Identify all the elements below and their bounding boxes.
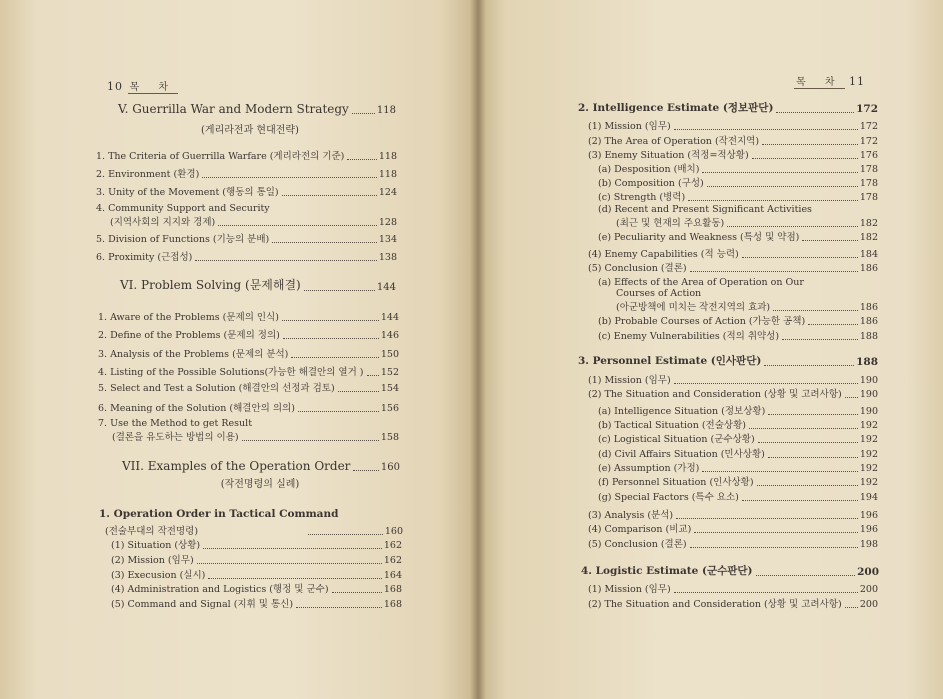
toc-entry-text: (4) Comparison (비교)	[588, 524, 692, 535]
toc-entry-text-cont: (지역사회의 지지와 경제)	[110, 217, 216, 228]
toc-entry-page: 192	[859, 449, 878, 460]
logistic-title: 4. Logistic Estimate (군수판단) 200	[581, 565, 879, 578]
toc-entry	[616, 299, 878, 313]
toc-entry-text: (5) Conclusion (결론)	[588, 539, 687, 550]
toc-entry-page: 198	[859, 539, 878, 550]
toc-entry-text: (2) The Area of Operation (작전지역)	[588, 136, 760, 147]
toc-entry-page: 196	[859, 510, 878, 521]
toc-entry-text-cont: (아군방책에 미치는 작전지역의 효과)	[616, 302, 771, 313]
left-page-number: 10	[107, 80, 123, 93]
toc-entry-page: 200	[859, 599, 878, 610]
toc-entry-page: 138	[378, 252, 397, 263]
toc-entry	[588, 536, 878, 550]
toc-entry	[110, 214, 397, 228]
toc-entry	[111, 581, 402, 595]
toc-entry-text-cont: (결론을 유도하는 방법의 이용)	[112, 432, 239, 443]
toc-entry	[598, 474, 878, 488]
toc-entry-text: (d) Recent and Present Significant Activities	[598, 204, 812, 215]
section-vii-title: VII. Examples of the Operation Order 160	[122, 459, 400, 473]
toc-entry-text: (a) Intelligence Situation (정보상황)	[598, 406, 766, 417]
toc-entry	[98, 346, 399, 360]
toc-entry	[598, 403, 878, 417]
toc-entry-page: 124	[378, 187, 397, 198]
toc-entry-text: 4. Community Support and Security	[96, 203, 270, 214]
toc-entry-page: 178	[859, 164, 878, 175]
toc-entry-text: (2) The Situation and Consideration (상황 및 고려사항)	[588, 389, 842, 400]
toc-entry	[588, 246, 878, 260]
toc-entry-text: (c) Strength (병력)	[598, 192, 686, 203]
toc-entry-page: 118	[378, 169, 397, 180]
section-v-title: V. Guerrilla War and Modern Strategy 118	[118, 102, 396, 116]
toc-entry	[96, 148, 397, 162]
toc-entry	[96, 166, 397, 180]
toc-entry	[598, 460, 878, 474]
toc-entry-page: 188	[859, 331, 878, 342]
toc-entry-text: (a) Desposition (배치)	[598, 164, 700, 175]
toc-entry-page: 144	[380, 312, 399, 323]
right-page-header-title: 목 차	[796, 77, 843, 88]
toc-entry-text: 3. Unity of the Movement (행동의 통일)	[96, 187, 279, 198]
toc-entry-page: 176	[859, 150, 878, 161]
toc-entry	[98, 309, 399, 323]
toc-entry-page: 192	[859, 463, 878, 474]
toc-entry	[588, 386, 878, 400]
toc-entry-text: (b) Tactical Situation (전술상황)	[598, 420, 746, 431]
toc-entry	[616, 215, 878, 229]
toc-entry-text: (3) Analysis (분석)	[588, 510, 674, 521]
toc-entry	[98, 364, 399, 378]
toc-entry	[98, 400, 399, 414]
toc-entry-text: 2. Define of the Problems (문제의 정의)	[98, 330, 280, 341]
toc-entry	[111, 596, 402, 610]
toc-entry-page: 182	[859, 218, 878, 229]
toc-entry-text: 1. Aware of the Problems (문제의 인식)	[98, 312, 279, 323]
section-v-subtitle: (게리라전과 현대전략)	[201, 125, 299, 136]
toc-entry-text: (c) Logistical Situation (군수상황)	[598, 434, 755, 445]
toc-entry-page: 162	[383, 555, 402, 566]
toc-entry-page: 162	[383, 540, 402, 551]
toc-entry	[598, 229, 878, 243]
toc-entry-page: 194	[859, 492, 878, 503]
toc-entry-text: (4) Enemy Capabilities (적 능력)	[588, 249, 739, 260]
toc-entry-text: (5) Conclusion (결론)	[588, 263, 687, 274]
toc-entry	[588, 507, 878, 521]
toc-entry-page: 186	[859, 302, 878, 313]
toc-entry-page: 168	[383, 584, 402, 595]
toc-entry-page: 192	[859, 477, 878, 488]
toc-entry-page: 190	[859, 375, 878, 386]
toc-entry	[98, 327, 399, 341]
toc-entry-text-cont: Courses of Action	[616, 288, 702, 299]
toc-entry-page: 146	[380, 330, 399, 341]
toc-entry-page: 164	[383, 570, 402, 581]
toc-entry-text: (d) Civil Affairs Situation (민사상황)	[598, 449, 765, 460]
toc-entry-text: (1) Mission (임무)	[588, 584, 671, 595]
toc-entry-page: 154	[380, 383, 399, 394]
toc-entry-text: 5. Division of Functions (기능의 분배)	[96, 234, 270, 245]
toc-entry-page: 186	[859, 263, 878, 274]
toc-entry	[588, 133, 878, 147]
toc-entry	[598, 328, 878, 342]
personnel-title: 3. Personnel Estimate (인사판단) 188	[578, 355, 878, 368]
toc-entry-page: 156	[380, 403, 399, 414]
toc-entry-text: (b) Probable Courses of Action (가능한 공책)	[598, 316, 806, 327]
toc-entry-page: 196	[859, 524, 878, 535]
toc-entry-text: 6. Proximity (근접성)	[96, 252, 193, 263]
toc-entry-text: (3) Execusion (실시)	[111, 570, 206, 581]
right-page-header	[794, 73, 865, 88]
toc-entry-text: 2. Environment (환경)	[96, 169, 200, 180]
toc-entry-page: 172	[859, 136, 878, 147]
toc-entry-text: (2) Mission (임무)	[111, 555, 194, 566]
section-vi-title: VI. Problem Solving (문제해결) 144	[120, 278, 396, 293]
toc-entry	[598, 313, 878, 327]
toc-entry	[588, 147, 878, 161]
toc-entry-page: 128	[378, 217, 397, 228]
toc-entry-text: (f) Personnel Situation (인사상황)	[598, 477, 754, 488]
toc-entry-text: 7. Use the Method to get Result	[98, 418, 253, 429]
toc-entry	[598, 161, 878, 175]
toc-entry	[98, 380, 399, 394]
toc-entry-page: 178	[859, 178, 878, 189]
toc-entry-page: 200	[859, 584, 878, 595]
toc-entry	[598, 431, 878, 445]
toc-entry	[588, 581, 878, 595]
toc-entry-text-cont: (최근 및 현재의 주요활동)	[616, 218, 725, 229]
toc-entry-page: 118	[378, 151, 397, 162]
toc-entry	[588, 372, 878, 386]
toc-entry-text: 6. Meaning of the Solution (해결안의 의의)	[98, 403, 295, 414]
toc-entry-text: (g) Special Factors (특수 요소)	[598, 492, 739, 503]
toc-entry	[598, 175, 878, 189]
op-order-row: (전술부대의 작전명령) 160	[105, 526, 403, 537]
book-gutter	[470, 0, 486, 699]
left-page-header	[107, 78, 178, 93]
toc-entry	[598, 417, 878, 431]
toc-entry	[588, 596, 878, 610]
toc-entry-text: 3. Analysis of the Problems (문제의 분석)	[98, 349, 289, 360]
toc-entry-page: 184	[859, 249, 878, 260]
toc-entry-text: (5) Command and Signal (지휘 및 통신)	[111, 599, 294, 610]
toc-entry-text: (c) Enemy Vulnerabilities (적의 취약성)	[598, 331, 780, 342]
toc-entry-text: 1. The Criteria of Guerrilla Warfare (게리라전의 기준)	[96, 151, 345, 162]
section-vii-subtitle: (작전명령의 실례)	[220, 479, 300, 490]
toc-entry	[111, 537, 402, 551]
toc-entry-page: 150	[380, 349, 399, 360]
toc-entry-text: (3) Enemy Situation (적정=적상황)	[588, 150, 749, 161]
toc-entry-text: (b) Composition (구성)	[598, 178, 704, 189]
toc-entry-page: 172	[859, 121, 878, 132]
toc-entry-page: 192	[859, 420, 878, 431]
toc-entry-page: 186	[859, 316, 878, 327]
left-page-header-title: 목 차	[129, 82, 176, 93]
toc-entry-page: 192	[859, 434, 878, 445]
toc-entry-text: 4. Listing of the Possible Solutions(가능한 해결안의 열거 )	[98, 367, 364, 378]
toc-entry-page: 168	[383, 599, 402, 610]
op-order-title: 1. Operation Order in Tactical Command	[99, 508, 339, 520]
toc-entry	[598, 446, 878, 460]
toc-entry-text: (2) The Situation and Consideration (상황 및 고려사항)	[588, 599, 842, 610]
toc-entry-text: (1) Situation (상황)	[111, 540, 201, 551]
toc-entry-text: (e) Peculiarity and Weakness (특성 및 약점)	[598, 232, 800, 243]
toc-entry-page: 190	[859, 389, 878, 400]
toc-entry-page: 190	[859, 406, 878, 417]
right-page	[478, 0, 943, 699]
toc-entry-page: 182	[859, 232, 878, 243]
toc-entry-text: (1) Mission (임무)	[588, 121, 671, 132]
toc-entry	[111, 567, 402, 581]
toc-entry	[598, 189, 878, 203]
toc-entry-text: (e) Assumption (가정)	[598, 463, 700, 474]
toc-entry	[111, 552, 402, 566]
toc-entry-page: 158	[380, 432, 399, 443]
toc-entry-page: 134	[378, 234, 397, 245]
toc-entry-text: (1) Mission (임무)	[588, 375, 671, 386]
toc-entry-text: (4) Administration and Logistics (행정 및 군수)	[111, 584, 329, 595]
toc-entry	[96, 231, 397, 245]
toc-entry-page: 178	[859, 192, 878, 203]
intel-title: 2. Intelligence Estimate (정보판단) 172	[578, 102, 878, 115]
toc-entry	[588, 118, 878, 132]
toc-entry	[112, 429, 399, 443]
toc-entry-page: 152	[380, 367, 399, 378]
toc-entry-text: (a) Effects of the Area of Operation on Our	[598, 277, 804, 288]
toc-entry-text: 5. Select and Test a Solution (해결안의 선정과 검토)	[98, 383, 335, 394]
toc-entry	[96, 184, 397, 198]
toc-entry	[588, 521, 878, 535]
toc-entry	[96, 249, 397, 263]
right-page-number: 11	[849, 75, 865, 88]
toc-entry	[588, 260, 878, 274]
toc-entry	[598, 489, 878, 503]
